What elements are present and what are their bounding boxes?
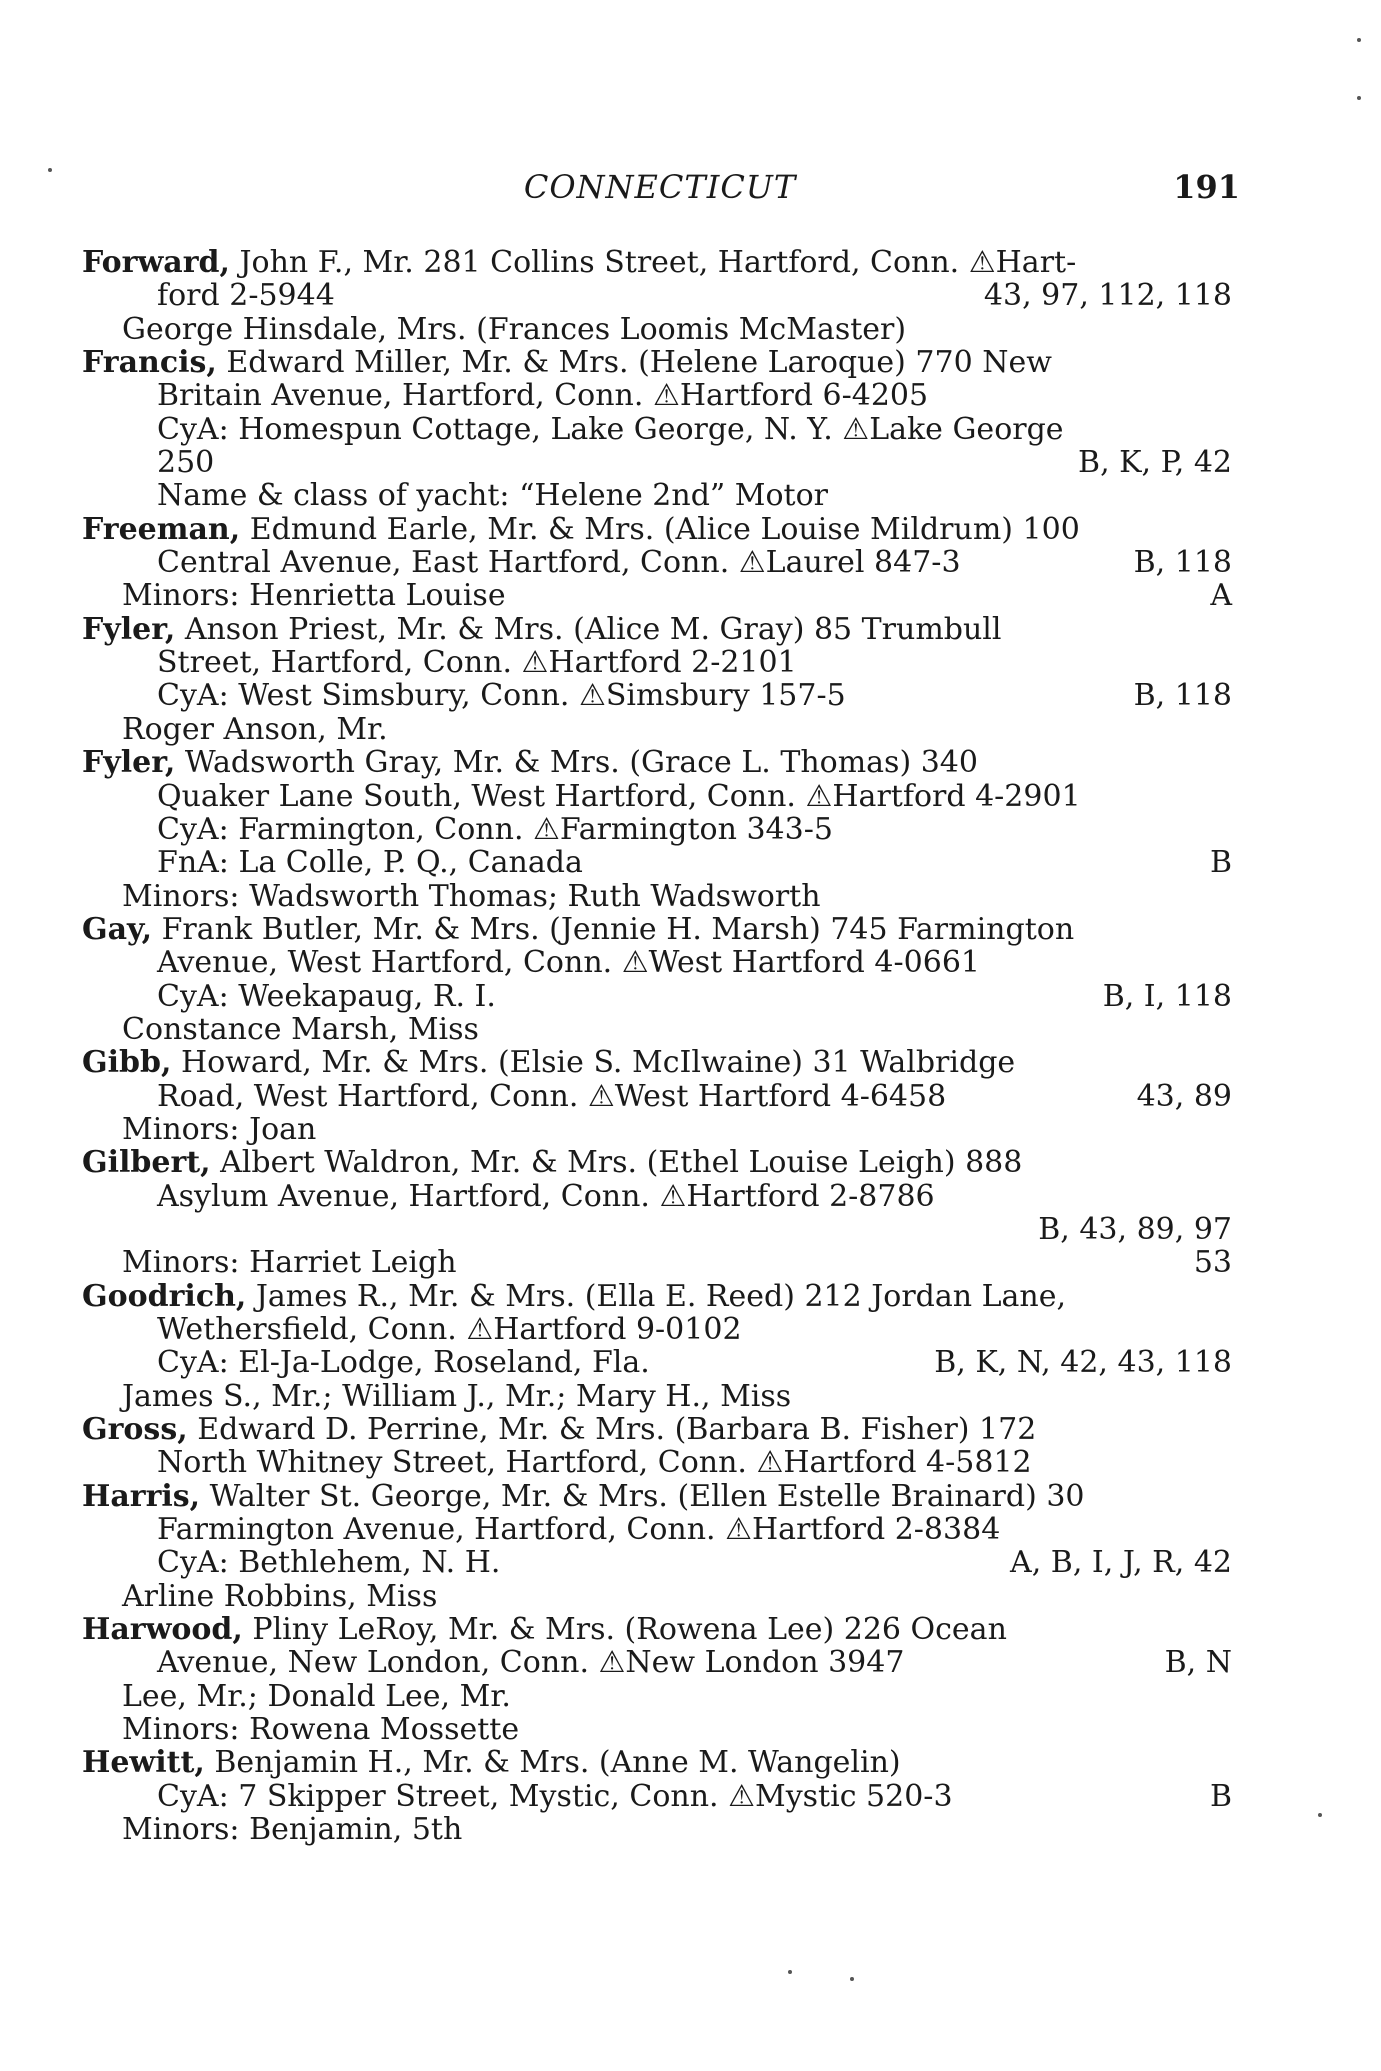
member-line	[82, 1580, 1232, 1613]
continuation-line	[82, 279, 1232, 312]
continuation-line	[82, 1513, 1232, 1546]
entry-text: Quaker Lane South, West Hartford, Conn. ⚠Hartford 4-2901	[157, 778, 1081, 814]
scan-speck	[1357, 96, 1361, 100]
club-codes: 43, 89	[1136, 1078, 1232, 1114]
member-line	[82, 713, 1232, 746]
continuation-line	[82, 980, 1232, 1013]
entry-text: Minors: Wadsworth Thomas; Ruth Wadsworth	[122, 878, 821, 914]
entry-text: Anson Priest, Mr. & Mrs. (Alice M. Gray) 85 Trumbull	[175, 611, 1002, 647]
continuation-line	[82, 413, 1232, 446]
continuation-line	[82, 379, 1232, 412]
surname: Gross,	[82, 1412, 188, 1448]
scan-speck	[1357, 38, 1361, 42]
line-text	[157, 546, 961, 579]
member-line	[82, 1713, 1232, 1746]
line-text	[122, 1246, 457, 1279]
member-line	[82, 1113, 1232, 1146]
line-text	[122, 313, 906, 346]
entry-line	[82, 1046, 1232, 1079]
member-line	[82, 579, 1232, 612]
entry-text: Farmington Avenue, Hartford, Conn. ⚠Hartford 2-8384	[157, 1512, 1001, 1548]
continuation-line	[82, 1080, 1232, 1113]
line-text	[82, 613, 1001, 646]
continuation-line	[82, 546, 1232, 579]
line-text	[157, 413, 1064, 446]
continuation-line	[82, 1780, 1232, 1813]
club-codes: B, N	[1164, 1645, 1232, 1681]
surname: Forward,	[82, 245, 230, 280]
entry-text: Avenue, West Hartford, Conn. ⚠West Hartford 4-0661	[157, 945, 980, 981]
entry-text: Asylum Avenue, Hartford, Conn. ⚠Hartford 2-8786	[157, 1178, 935, 1214]
club-codes: B	[1209, 845, 1232, 881]
continuation-line	[82, 946, 1232, 979]
line-text	[157, 1446, 1032, 1479]
club-codes: A	[1210, 578, 1232, 614]
entry-text: Howard, Mr. & Mrs. (Elsie S. McIlwaine) 31 Walbridge	[171, 1045, 1016, 1081]
line-text	[157, 1180, 935, 1213]
page-header	[80, 168, 1240, 218]
member-line	[82, 880, 1232, 913]
club-codes: 43, 97, 112, 118	[983, 278, 1232, 314]
entry-text: Minors: Rowena Mossette	[122, 1712, 520, 1748]
entry-text: Edward Miller, Mr. & Mrs. (Helene Laroque) 770 New	[216, 345, 1052, 381]
entry-text: Pliny LeRoy, Mr. & Mrs. (Rowena Lee) 226 Ocean	[242, 1612, 1007, 1648]
entry-text: Central Avenue, East Hartford, Conn. ⚠Laurel 847-3	[157, 545, 961, 581]
line-text	[82, 246, 1076, 279]
surname: Harris,	[82, 1478, 201, 1514]
surname: Gilbert,	[82, 1145, 211, 1181]
entry-text: Edward D. Perrine, Mr. & Mrs. (Barbara B. Fisher) 172	[187, 1412, 1037, 1448]
page-title: CONNECTICUT	[523, 168, 797, 206]
entry-text: Constance Marsh, Miss	[122, 1011, 479, 1047]
entry-text: Albert Waldron, Mr. & Mrs. (Ethel Louise Leigh) 888	[210, 1145, 1023, 1181]
directory-listing	[82, 246, 1232, 1847]
line-text	[157, 813, 833, 846]
entry-text: Minors: Henrietta Louise	[122, 578, 506, 614]
entry-text: Avenue, New London, Conn. ⚠New London 3947	[157, 1645, 905, 1681]
line-text	[122, 1580, 437, 1613]
line-text	[157, 479, 828, 512]
line-text	[122, 1113, 316, 1146]
continuation-line	[82, 780, 1232, 813]
entry-line	[82, 513, 1232, 546]
club-codes: B, K, P, 42	[1078, 445, 1232, 481]
line-text	[122, 579, 506, 612]
line-text	[82, 1280, 1066, 1313]
club-codes: B, 118	[1133, 678, 1232, 714]
line-text	[122, 1380, 791, 1413]
entry-text: Minors: Harriet Leigh	[122, 1245, 457, 1281]
entry-text: Roger Anson, Mr.	[122, 711, 388, 747]
entry-text: Road, West Hartford, Conn. ⚠West Hartford 4-6458	[157, 1078, 947, 1114]
entry-line	[82, 1146, 1232, 1179]
club-codes: A, B, I, J, R, 42	[1010, 1545, 1232, 1581]
scan-speck	[1318, 1813, 1322, 1817]
surname: Hewitt,	[82, 1745, 205, 1781]
continuation-line	[82, 1546, 1232, 1579]
line-text	[157, 1346, 650, 1379]
line-text	[157, 1513, 1000, 1546]
entry-text: North Whitney Street, Hartford, Conn. ⚠Hartford 4-5812	[157, 1445, 1032, 1481]
club-codes: B	[1209, 1778, 1232, 1814]
scan-speck	[850, 1977, 854, 1981]
continuation-line	[82, 1180, 1232, 1213]
line-text	[122, 1813, 462, 1846]
line-text	[82, 1746, 901, 1779]
entry-text: FnA: La Colle, P. Q., Canada	[157, 845, 583, 881]
club-codes: B, I, 118	[1102, 978, 1232, 1014]
continuation-line	[82, 1213, 1232, 1246]
continuation-line	[82, 646, 1232, 679]
entry-text: CyA: Bethlehem, N. H.	[157, 1545, 501, 1581]
continuation-line	[82, 479, 1232, 512]
line-text	[82, 513, 1080, 546]
line-text	[157, 1313, 742, 1346]
line-text	[157, 379, 928, 412]
line-text	[122, 713, 388, 746]
continuation-line	[82, 679, 1232, 712]
scan-speck	[48, 168, 52, 172]
scan-speck	[788, 1970, 792, 1974]
line-text	[157, 1780, 953, 1813]
line-text	[157, 1546, 500, 1579]
continuation-line	[82, 846, 1232, 879]
entry-line	[82, 346, 1232, 379]
surname: Harwood,	[82, 1612, 243, 1648]
member-line	[82, 1680, 1232, 1713]
line-text	[157, 679, 846, 712]
member-line	[82, 313, 1232, 346]
entry-text: Wethersfield, Conn. ⚠Hartford 9-0102	[157, 1312, 742, 1347]
surname: Francis,	[82, 345, 217, 381]
entry-text: CyA: 7 Skipper Street, Mystic, Conn. ⚠Mystic 520-3	[157, 1778, 953, 1814]
entry-text: CyA: Farmington, Conn. ⚠Farmington 343-5	[157, 811, 833, 847]
line-text	[122, 1713, 519, 1746]
entry-text: 250	[157, 445, 215, 481]
club-codes: 53	[1193, 1245, 1232, 1281]
entry-text: Street, Hartford, Conn. ⚠Hartford 2-2101	[157, 645, 797, 681]
entry-line	[82, 1280, 1232, 1313]
entry-text: Lee, Mr.; Donald Lee, Mr.	[122, 1678, 511, 1714]
member-line	[82, 1813, 1232, 1846]
entry-line	[82, 746, 1232, 779]
continuation-line	[82, 1646, 1232, 1679]
continuation-line	[82, 446, 1232, 479]
line-text	[157, 1080, 946, 1113]
entry-text: CyA: Homespun Cottage, Lake George, N. Y. ⚠Lake George	[157, 411, 1064, 447]
line-text	[157, 946, 980, 979]
entry-text: Frank Butler, Mr. & Mrs. (Jennie H. Marsh) 745 Farmington	[152, 911, 1075, 947]
entry-line	[82, 1480, 1232, 1513]
entry-text: Walter St. George, Mr. & Mrs. (Ellen Estelle Brainard) 30	[200, 1478, 1085, 1514]
entry-text: George Hinsdale, Mrs. (Frances Loomis McMaster)	[122, 311, 907, 347]
surname: Freeman,	[82, 511, 241, 547]
line-text	[82, 913, 1074, 946]
entry-text: Name & class of yacht: “Helene 2nd” Motor	[157, 478, 829, 514]
club-codes: B, K, N, 42, 43, 118	[934, 1345, 1232, 1381]
line-text	[82, 1046, 1015, 1079]
entry-line	[82, 1413, 1232, 1446]
line-text	[82, 1613, 1007, 1646]
entry-text: CyA: West Simsbury, Conn. ⚠Simsbury 157-5	[157, 678, 846, 714]
continuation-line	[82, 1446, 1232, 1479]
entry-text: Wadsworth Gray, Mr. & Mrs. (Grace L. Thomas) 340	[175, 745, 978, 781]
line-text	[122, 1013, 479, 1046]
member-line	[82, 1380, 1232, 1413]
line-text	[82, 746, 978, 779]
entry-text: Edmund Earle, Mr. & Mrs. (Alice Louise Mildrum) 100	[240, 511, 1080, 547]
line-text	[122, 880, 821, 913]
entry-text: ford 2-5944	[157, 278, 335, 314]
surname: Goodrich,	[82, 1278, 247, 1314]
entry-line	[82, 1613, 1232, 1646]
continuation-line	[82, 1313, 1232, 1346]
line-text	[82, 346, 1052, 379]
member-line	[82, 1246, 1232, 1279]
entry-text: Minors: Joan	[122, 1111, 317, 1147]
line-text	[157, 1646, 904, 1679]
entry-text: James R., Mr. & Mrs. (Ella E. Reed) 212 Jordan Lane,	[246, 1278, 1067, 1314]
entry-text: Britain Avenue, Hartford, Conn. ⚠Hartford 6-4205	[157, 378, 929, 414]
club-codes: B, 118	[1133, 545, 1232, 581]
member-line	[82, 1013, 1232, 1046]
entry-text: Minors: Benjamin, 5th	[122, 1812, 463, 1848]
surname: Gibb,	[82, 1045, 172, 1081]
entry-text: CyA: El-Ja-Lodge, Roseland, Fla.	[157, 1345, 650, 1381]
entry-text: CyA: Weekapaug, R. I.	[157, 978, 496, 1014]
line-text	[122, 1680, 511, 1713]
line-text	[157, 279, 335, 312]
line-text	[157, 846, 583, 879]
line-text	[157, 780, 1081, 813]
entry-text: John F., Mr. 281 Collins Street, Hartford, Conn. ⚠Hart-	[229, 245, 1077, 280]
line-text	[157, 446, 214, 479]
line-text	[82, 1413, 1036, 1446]
entry-line	[82, 613, 1232, 646]
entry-line	[82, 913, 1232, 946]
surname: Fyler,	[82, 611, 176, 647]
page-number: 191	[1173, 168, 1240, 206]
entry-line	[82, 246, 1232, 279]
line-text	[82, 1146, 1022, 1179]
entry-text: Arline Robbins, Miss	[122, 1578, 438, 1614]
entry-line	[82, 1746, 1232, 1779]
entry-text: James S., Mr.; William J., Mr.; Mary H., Miss	[122, 1378, 792, 1414]
surname: Gay,	[82, 911, 153, 947]
club-codes: B, 43, 89, 97	[1038, 1211, 1232, 1247]
continuation-line	[82, 1346, 1232, 1379]
entry-text: Benjamin H., Mr. & Mrs. (Anne M. Wangelin)	[204, 1745, 901, 1781]
surname: Fyler,	[82, 745, 176, 781]
line-text	[82, 1480, 1085, 1513]
line-text	[157, 980, 496, 1013]
continuation-line	[82, 813, 1232, 846]
line-text	[157, 646, 797, 679]
